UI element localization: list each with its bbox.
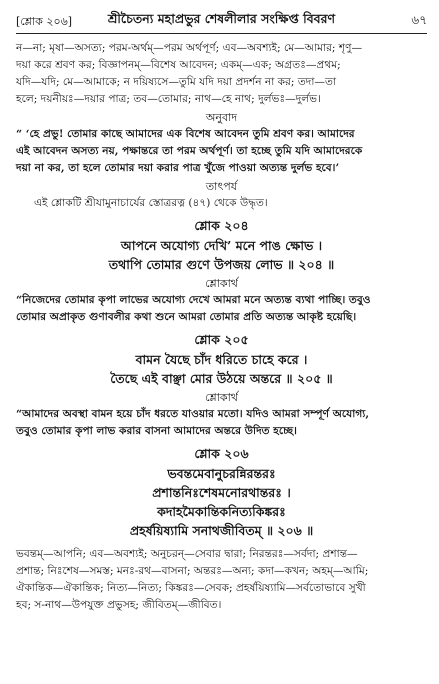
wbw-line: ন—না; মৃষা—অসত্য; পরম-অর্থম্—পরম অর্থপূর্ণ; এব—অবশ্যই; মে—আমার; শৃণু— <box>16 42 363 54</box>
verse-204-meaning: “নিজেদের তোমার কৃপা লাভের অযোগ্য দেখে আমরা মনে অত্যন্ত ব্যথা পাচ্ছি। তবুও <box>16 294 371 306</box>
verse-reference: [শ্লোক ২০৬] <box>16 15 73 28</box>
word-meanings-bottom <box>16 546 427 614</box>
translation-line: এই আবেদন অসত্য নয়, পক্ষান্তরে তা পরম অর্থপূর্ণ। তা হচ্ছে তুমি যদি আমাদেরকে <box>16 145 363 157</box>
translation <box>16 126 427 177</box>
verse-204-line: তথাপি তোমার গুণে উপজয় লোভ ॥ ২০৪ ॥ <box>108 257 335 272</box>
wbw-line: ঐকান্তিক—ঐকান্তিক; নিত্য—নিত্য; কিঙ্করঃ—সেবক; প্রহর্ষয়িষ্যামি—সর্বতোভাবে সুখী <box>16 582 366 594</box>
wbw-line: হলে; দয়নীয়ঃ—দয়ার পাত্র; তব—তোমার; নাথ—হে নাথ; দুর্লভঃ—দুর্লভ। <box>16 93 321 105</box>
verse-205-meaning: তবুও তোমার কৃপা লাভ করার বাসনা আমাদের অন্তরে উদিত হচ্ছে। <box>16 425 297 437</box>
verse-205-title: শ্লোক ২০৫ <box>194 332 249 347</box>
verse-206-title: শ্লোক ২০৬ <box>194 446 249 461</box>
chapter-title: শ্রীচৈতন্য মহাপ্রভুর শেষলীলার সংক্ষিপ্ত বিবরণ <box>107 11 336 26</box>
verse-204-line: আপনে অযোগ্য দেখি’ মনে পাঙ ক্ষোভ । <box>120 238 323 253</box>
verse-205-line: তৈছে এই বাঞ্ছা মোর উঠয়ে অন্তরে ॥ ২০৫ ॥ <box>110 371 333 386</box>
wbw-line: প্রশান্ত; নিঃশেষ—সমস্ত; মনঃ-রথ—বাসনা; অন্তরঃ—অন্য; কদা—কখন; অহম্—আমি; <box>16 565 369 577</box>
wbw-line: ভবন্তম্—আপনি; এব—অবশ্যই; অনুচরন্—সেবার দ্বারা; নিরন্তরঃ—সর্বদা; প্রশান্ত— <box>16 548 358 560</box>
verse-204-meaning: তোমার অপ্রাকৃত গুণাবলীর কথা শুনে আমরা তোমার প্রতি অত্যন্ত আকৃষ্ট হয়েছি। <box>16 311 357 323</box>
translation-line: “ ‘হে প্রভু! তোমার কাছে আমাদের এক বিশেষ আবেদন তুমি শ্রবণ কর। আমাদের <box>16 128 355 140</box>
translation-line: দয়া না কর, তা হলে তোমার দয়া করার পাত্র খুঁজে পাওয়া অত্যন্ত দুর্লভ হবে।’ <box>16 162 340 174</box>
wbw-line: যদি—যদি; মে—আমাকে; ন দয়িষ্যসে—তুমি যদি দয়া প্রদর্শন না কর; তদা—তা <box>16 76 337 88</box>
translation-heading: অনুবাদ <box>205 111 238 124</box>
page-header <box>16 3 427 34</box>
wbw-line: হব; স-নাথ—উপযুক্ত প্রভুসহ; জীবিতম্—জীবিত। <box>16 599 222 611</box>
verse-206-line: ভবন্তমেবানুচরন্নিরন্তরঃ <box>167 466 276 481</box>
verse-204-title: শ্লোক ২০৪ <box>194 218 249 233</box>
verse-206-line: প্রহর্ষয়িষ্যামি সনাথজীবিতম্ ॥ ২০৬ ॥ <box>129 523 314 538</box>
verse-205-meaning: “আমাদের অবস্থা বামন হয়ে চাঁদ ধরতে যাওয়ার মতো। যদিও আমরা সম্পূর্ণ অযোগ্য, <box>16 408 370 420</box>
verse-206-line: কদাহমৈকান্তিকনিত্যকিঙ্করঃ <box>157 504 286 519</box>
wbw-line: দয়া করে শ্রবণ কর; বিজ্ঞাপনম্—বিশেষ আবেদন; একম্—এক; অগ্রতঃ—প্রথম; <box>16 59 341 71</box>
purport-text: এই শ্লোকটি শ্রীযামুনাচার্যের স্তোত্ররত্ন (৪৭) থেকে উদ্ধৃত। <box>34 197 268 209</box>
word-meanings-top <box>16 40 427 108</box>
verse-205-line: বামন যৈছে চাঁদ ধরিতে চাহে করে । <box>135 352 308 367</box>
verse-206-line: প্রশান্তনিঃশেষমনোরথান্তরঃ । <box>152 485 291 500</box>
page-number: ৬৭ <box>411 13 427 27</box>
verse-205-meaning-heading: শ্লোকার্থ <box>205 391 238 404</box>
book-page <box>0 3 439 684</box>
purport-heading: তাৎপর্য <box>205 180 238 193</box>
verse-204-meaning-heading: শ্লোকার্থ <box>205 277 238 290</box>
